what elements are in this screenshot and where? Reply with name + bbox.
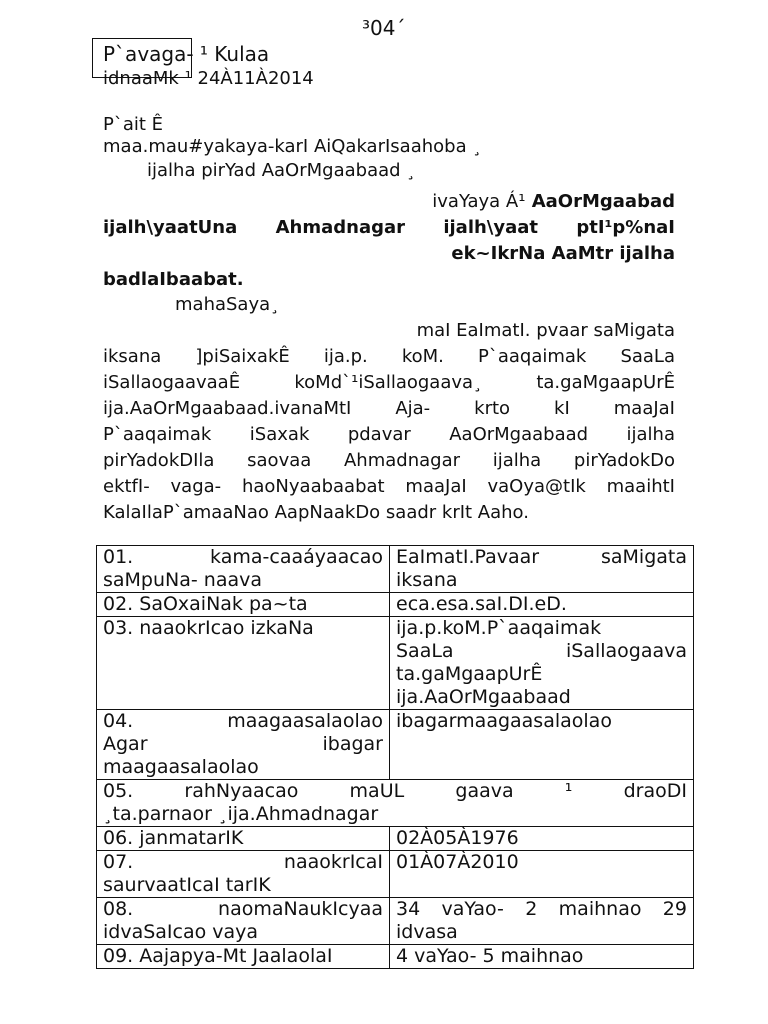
- recipient-line-2: maa.mau#yakaya-karI AiQakarIsaahoba ¸: [103, 136, 482, 157]
- body-line: KalaIlaP`amaaNao AapNaakDo saadr krIt Aaho.: [103, 502, 529, 523]
- table-cell-label: [97, 945, 390, 969]
- table-cell-label: [97, 827, 390, 851]
- cell-line: Agar ibagar: [103, 733, 383, 755]
- cell-line: idvaSaIcao vaya: [103, 921, 259, 943]
- cell-line: 34 vaYao- 2 maihnao 29: [396, 898, 687, 920]
- salutation: mahaSaya¸: [175, 294, 280, 315]
- cell-line: idvasa: [396, 921, 458, 943]
- table-cell-label: [97, 710, 390, 780]
- cell-line: 01. kama-caaáyaacao: [103, 546, 383, 568]
- sender-line: P`avaga- ¹ Kulaa: [103, 42, 270, 66]
- cell-line: 01À07À2010: [396, 851, 519, 873]
- table-row: [97, 898, 694, 945]
- page-number: ³04´: [362, 16, 406, 40]
- table-cell-value: [390, 593, 694, 617]
- date-line: idnaaMk ¹ 24À11À2014: [103, 68, 314, 89]
- table-cell-label: [97, 593, 390, 617]
- cell-line: ija.p.koM.P`aaqaimak: [396, 617, 602, 639]
- table-cell-label: [97, 546, 390, 593]
- cell-line: iksana: [396, 569, 458, 591]
- cell-line: SaaLa iSallaogaava: [396, 640, 687, 662]
- cell-line: 06. janmatarIK: [103, 827, 244, 849]
- table-cell-value: [390, 617, 694, 710]
- cell-line: 4 vaYao- 5 maihnao: [396, 945, 584, 967]
- subject-block: [103, 189, 675, 293]
- body-line: P`aaqaimak iSaxak pdavar AaOrMgaabaad ijalha: [103, 424, 675, 445]
- table-row: [97, 710, 694, 780]
- subject-line-4: badlaIbaabat.: [103, 269, 244, 290]
- subject-line-1-text: AaOrMgaabad: [531, 191, 675, 212]
- cell-line: EaImatI.Pavaar saMigata: [396, 546, 687, 568]
- cell-line: saMpuNa- naava: [103, 569, 263, 591]
- subject-line-2: ijalh\yaatUna Ahmadnagar ijalh\yaat ptI¹p%naI: [103, 217, 675, 238]
- cell-line: 08. naomaNaukIcyaa: [103, 898, 383, 920]
- body-line: iSallaogaavaaÊ koMd`¹iSallaogaava¸ ta.gaMgaapUrÊ: [103, 372, 675, 393]
- table-cell-label: [97, 617, 390, 710]
- subject-line-1: [103, 189, 675, 215]
- cell-line: saurvaatIcaI tarIK: [103, 874, 271, 896]
- body-line: ija.AaOrMgaabaad.ivanaMtI Aja- krto kI maaJaI: [103, 398, 675, 419]
- body-line: ektfI- vaga- haoNyaabaabat maaJaI vaOya@tIk maaihtI: [103, 476, 675, 497]
- cell-line: ija.AaOrMgaabaad: [396, 686, 571, 708]
- cell-line: maagaasalaolao: [103, 756, 259, 778]
- subject-line-3: ek~IkrNa AaMtr ijalha: [451, 243, 675, 264]
- cell-line: ta.gaMgaapUrÊ: [396, 663, 543, 685]
- table-cell-value: [390, 945, 694, 969]
- cell-line: 02. SaOxaiNak pa~ta: [103, 593, 308, 615]
- table-row: [97, 827, 694, 851]
- table-cell-value: [390, 827, 694, 851]
- table-cell-value: [390, 546, 694, 593]
- table-cell-value: [390, 851, 694, 898]
- subject-prefix: ivaYaya Á¹: [432, 191, 526, 212]
- table-row: [97, 945, 694, 969]
- body-line: maI EaImatI. pvaar saMigata: [416, 320, 675, 341]
- cell-line: 05. rahNyaacao maUL gaava ¹ draoDI: [103, 780, 687, 802]
- info-table: [96, 545, 694, 969]
- cell-line: 03. naaokrIcao izkaNa: [103, 617, 314, 639]
- body-line: iksana ]piSaixakÊ ija.p. koM. P`aaqaimak SaaLa: [103, 346, 675, 367]
- body-paragraph: [103, 318, 675, 526]
- table-row: [97, 780, 694, 827]
- cell-line: ¸ta.parnaor ¸ija.Ahmadnagar: [103, 803, 379, 825]
- table-row: [97, 851, 694, 898]
- table-cell-value: [390, 710, 694, 780]
- cell-line: ibagarmaagaasalaolao: [396, 710, 612, 732]
- table-cell-label: [97, 851, 390, 898]
- recipient-line-1: P`ait Ê: [103, 114, 164, 135]
- table-cell-value: [390, 898, 694, 945]
- cell-line: eca.esa.saI.DI.eD.: [396, 593, 567, 615]
- table-row: [97, 617, 694, 710]
- table-cell-label: [97, 898, 390, 945]
- cell-line: 09. Aajapya-Mt JaalaolaI: [103, 945, 333, 967]
- table-row: [97, 593, 694, 617]
- body-line: pirYadokDIla saovaa Ahmadnagar ijalha pirYadokDo: [103, 450, 675, 471]
- recipient-line-3: ijalha pirYad AaOrMgaabaad ¸: [147, 160, 416, 181]
- table-cell-full: [97, 780, 694, 827]
- table-row: [97, 546, 694, 593]
- cell-line: 02À05À1976: [396, 827, 519, 849]
- cell-line: 07. naaokrIcaI: [103, 851, 383, 873]
- cell-line: 04. maagaasalaolao: [103, 710, 383, 732]
